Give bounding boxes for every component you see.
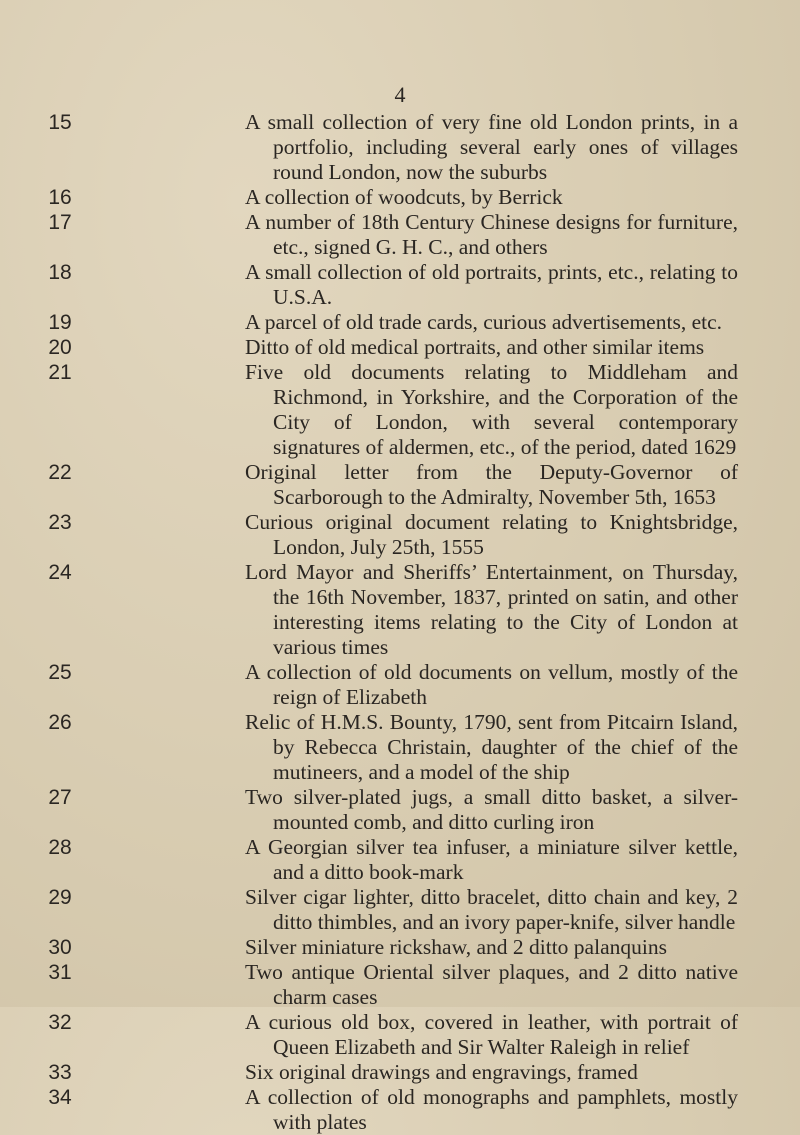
lot-number: 31 bbox=[48, 961, 72, 984]
lot-33 bbox=[0, 1060, 800, 1085]
lot-description: Ditto of old medical portraits, and other similar items bbox=[245, 335, 705, 359]
lot-description: Two antique Oriental silver plaques, and 2 ditto native charm cases bbox=[245, 960, 738, 1009]
lot-number: 20 bbox=[48, 336, 72, 359]
lot-20 bbox=[0, 335, 800, 360]
lot-number: 18 bbox=[48, 261, 72, 284]
lot-number: 24 bbox=[48, 561, 72, 584]
lot-number: 25 bbox=[48, 661, 72, 684]
lot-24 bbox=[0, 560, 800, 660]
lot-number: 28 bbox=[48, 836, 72, 859]
lot-description: A collection of old monographs and pamphlets, mostly with plates bbox=[245, 1085, 738, 1134]
lot-19 bbox=[0, 310, 800, 335]
lot-number: 26 bbox=[48, 711, 72, 734]
lot-29 bbox=[0, 885, 800, 935]
lot-17 bbox=[0, 210, 800, 260]
lot-number: 16 bbox=[48, 186, 72, 209]
lot-description: A number of 18th Century Chinese designs for furniture, etc., signed G. H. C., and others bbox=[245, 210, 738, 259]
lot-number: 32 bbox=[48, 1011, 72, 1034]
lot-description: Two silver-plated jugs, a small ditto basket, a silver-mounted comb, and ditto curling iron bbox=[245, 785, 738, 834]
lot-number: 30 bbox=[48, 936, 72, 959]
lot-16 bbox=[0, 185, 800, 210]
lot-description: A small collection of old portraits, prints, etc., relating to U.S.A. bbox=[245, 260, 738, 309]
lot-23 bbox=[0, 510, 800, 560]
page-number: 4 bbox=[394, 82, 406, 107]
lot-description: A collection of old documents on vellum, mostly of the reign of Elizabeth bbox=[245, 660, 738, 709]
lot-description: Curious original document relating to Knightsbridge, London, July 25th, 1555 bbox=[245, 510, 738, 559]
lot-32 bbox=[0, 1010, 800, 1060]
lot-number: 29 bbox=[48, 886, 72, 909]
lot-number: 33 bbox=[48, 1061, 72, 1084]
lot-15 bbox=[0, 110, 800, 185]
lot-30 bbox=[0, 935, 800, 960]
lot-18 bbox=[0, 260, 800, 310]
lot-description: Lord Mayor and Sheriffs’ Entertainment, on Thursday, the 16th November, 1837, printed on satin, and other interesting items relating to the City of London at various times bbox=[245, 560, 738, 659]
lot-description: Relic of H.M.S. Bounty, 1790, sent from Pitcairn Island, by Rebecca Christain, daughter of the chief of the mutineers, and a model of the ship bbox=[245, 710, 738, 784]
lot-description: Silver miniature rickshaw, and 2 ditto palanquins bbox=[245, 935, 667, 959]
lot-25 bbox=[0, 660, 800, 710]
lot-28 bbox=[0, 835, 800, 885]
lot-number: 34 bbox=[48, 1086, 72, 1109]
lot-description: Silver cigar lighter, ditto bracelet, ditto chain and key, 2 ditto thimbles, and an ivory paper-knife, silver handle bbox=[245, 885, 738, 934]
lot-21 bbox=[0, 360, 800, 460]
lot-description: Five old documents relating to Middleham and Richmond, in Yorkshire, and the Corporation of the City of London, with several contemporary signatures of aldermen, etc., of the period, dated 1629 bbox=[245, 360, 738, 459]
lot-22 bbox=[0, 460, 800, 510]
lot-description: A small collection of very fine old London prints, in a portfolio, including several early ones of villages round London, now the suburbs bbox=[245, 110, 738, 184]
lot-number: 23 bbox=[48, 511, 72, 534]
lot-number: 15 bbox=[48, 111, 72, 134]
lot-27 bbox=[0, 785, 800, 835]
lot-number: 27 bbox=[48, 786, 72, 809]
lot-list bbox=[0, 110, 800, 1135]
lot-description: Six original drawings and engravings, framed bbox=[245, 1060, 638, 1084]
lot-description: A Georgian silver tea infuser, a miniature silver kettle, and a ditto book-mark bbox=[245, 835, 738, 884]
lot-number: 17 bbox=[48, 211, 72, 234]
lot-34 bbox=[0, 1085, 800, 1135]
lot-number: 21 bbox=[48, 361, 72, 384]
lot-description: A collection of woodcuts, by Berrick bbox=[245, 185, 563, 209]
lot-number: 22 bbox=[48, 461, 72, 484]
lot-description: Original letter from the Deputy-Governor of Scarborough to the Admiralty, November 5th, 1653 bbox=[245, 460, 738, 509]
lot-description: A parcel of old trade cards, curious advertisements, etc. bbox=[245, 310, 722, 334]
lot-number: 19 bbox=[48, 311, 72, 334]
lot-31 bbox=[0, 960, 800, 1010]
lot-description: A curious old box, covered in leather, with portrait of Queen Elizabeth and Sir Walter Raleigh in relief bbox=[245, 1010, 738, 1059]
lot-26 bbox=[0, 710, 800, 785]
